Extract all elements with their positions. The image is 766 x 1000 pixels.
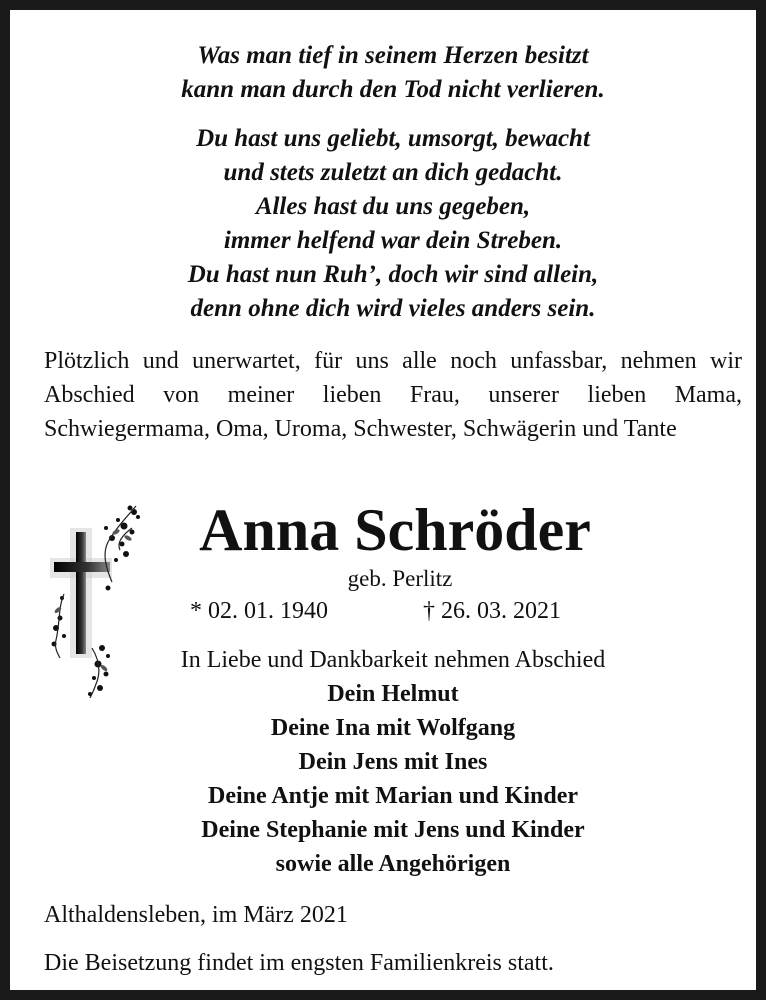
intro-line: Plötzlich und unerwartet, für uns alle noch unfassbar, bbox=[44, 348, 608, 374]
poem-main-line: Du hast uns geliebt, umsorgt, bewacht bbox=[196, 125, 590, 152]
poem-top bbox=[10, 39, 766, 107]
intro-line: nehmen wir Abschied von meiner lieben Frau, unserer bbox=[44, 348, 743, 408]
poem-main bbox=[10, 122, 766, 326]
mourner: Deine Antje mit Marian und Kinder bbox=[208, 783, 578, 809]
place-date: Althaldensleben, im März 2021 bbox=[44, 902, 348, 928]
intro-line: Schwägerin und Tante bbox=[462, 416, 677, 442]
mourner: Deine Ina mit Wolfgang bbox=[270, 715, 516, 741]
poem-main-line: immer helfend war dein Streben. bbox=[223, 227, 563, 254]
birth-date: * 02. 01. 1940 bbox=[190, 598, 328, 624]
mourner: Dein Helmut bbox=[327, 681, 459, 707]
poem-main-line: und stets zuletzt an dich gedacht. bbox=[223, 159, 563, 186]
farewell-line: In Liebe und Dankbarkeit nehmen Abschied bbox=[180, 647, 606, 673]
poem-main-line: denn ohne dich wird vieles anders sein. bbox=[190, 295, 596, 322]
intro-line: lieben Mama, Schwiegermama, Oma, Uroma, Schwester, bbox=[44, 382, 742, 442]
poem-main-line: Du hast nun Ruh’, doch wir sind allein, bbox=[187, 261, 599, 288]
burial-note: Die Beisetzung findet im engsten Familienkreis statt. bbox=[44, 950, 554, 976]
poem-top-line: Was man tief in seinem Herzen besitzt bbox=[197, 42, 589, 69]
maiden-name: geb. Perlitz bbox=[347, 566, 453, 591]
deceased-name: Anna Schröder bbox=[199, 497, 591, 563]
poem-main-line: Alles hast du uns gegeben, bbox=[255, 193, 531, 220]
mourners-list bbox=[10, 677, 766, 881]
death-date: † 26. 03. 2021 bbox=[423, 598, 561, 624]
mourner: Dein Jens mit Ines bbox=[298, 749, 488, 775]
mourner: sowie alle Angehörigen bbox=[275, 851, 511, 877]
mourner: Deine Stephanie mit Jens und Kinder bbox=[201, 817, 585, 843]
poem-top-line: kann man durch den Tod nicht verlieren. bbox=[181, 76, 605, 103]
intro-paragraph bbox=[44, 344, 742, 446]
